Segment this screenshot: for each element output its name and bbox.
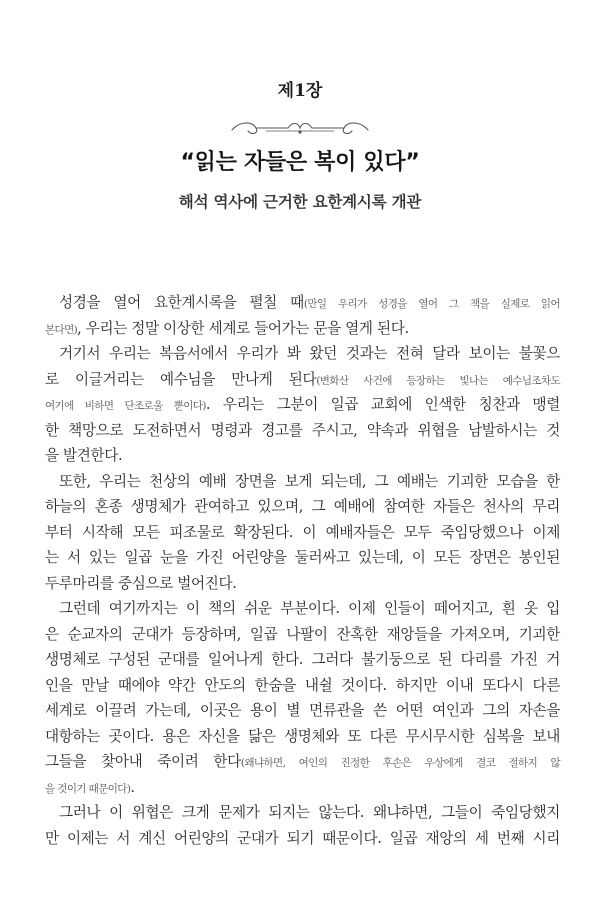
- body-text-segment: 또한, 우리는 천상의 예배 장면을 보게 되는데, 그 예배는 기괴한 모습을 한: [59, 472, 560, 490]
- body-line: [45, 392, 560, 418]
- body-line: [45, 520, 560, 546]
- body-text-segment: 거기서 우리는 복음서에서 우리가 봐 왔던 것과는 전혀 달라 보이는 불꽃으: [59, 345, 560, 362]
- body-line: [45, 571, 560, 597]
- body-text-segment: 그들을 찾아내 죽이려 한다: [45, 753, 241, 770]
- body-line: [45, 647, 560, 673]
- chapter-title: “읽는 자들은 복이 있다”: [180, 150, 420, 175]
- body-line: [45, 316, 560, 342]
- body-text-segment: 인을 만날 때에야 약간 안도의 한숨을 내쉴 것이다. 하지만 이내 또다시 다른: [45, 676, 560, 694]
- body-text-segment: 그런데 여기까지는 이 책의 쉬운 부분이다. 이제 인들이 떼어지고, 흰 옷 입: [59, 600, 560, 617]
- body-line: [45, 826, 560, 852]
- body-text-segment: 생명체로 구성된 군대를 일어나게 한다. 그러다 불기둥으로 된 다리를 가진 거: [45, 651, 560, 668]
- body-text-segment: 을 발견한다.: [45, 447, 123, 464]
- body-line: [45, 673, 560, 699]
- chapter-subtitle: 해석 역사에 근거한 요한계시록 개관: [178, 193, 422, 211]
- parenthetical-note: 여기에 비하면 단조로울 뿐이다): [45, 400, 206, 412]
- body-line: [45, 341, 560, 367]
- body-text-segment: 만 이제는 서 계신 어린양의 군대가 되기 때문이다. 일곱 재앙의 세 번째 시리: [45, 829, 560, 847]
- body-text-segment: , 우리는 정말 이상한 세계로 들어가는 문을 열게 된다.: [77, 319, 409, 337]
- body-text-segment: 세계로 이끌려 가는데, 이곳은 용이 별 면류관을 쓴 어떤 여인과 그의 자손을: [45, 702, 560, 719]
- body-text-segment: 대항하는 곳이다. 용은 자신을 닮은 생명체와 또 다른 무시무시한 심복을 보내: [45, 727, 560, 745]
- parenthetical-note: (만일 우리가 성경을 열어 그 책을 실제로 읽어: [303, 298, 560, 310]
- body-line: [45, 494, 560, 520]
- body-text-segment: 는 서 있는 일곱 눈을 가진 어린양을 둘러싸고 있는데, 이 모든 장면은 봉인된: [45, 549, 560, 566]
- parenthetical-note: 본다면): [45, 323, 78, 336]
- parenthetical-note: (변화산 사건에 등장하는 빛나는 예수님조차도: [316, 374, 561, 387]
- body-text-segment: 한 책망으로 도전하면서 명령과 경고를 주시고, 약속과 위협을 남발하시는 것: [45, 421, 560, 439]
- parenthetical-note: 을 것이기 때문이다): [45, 782, 131, 795]
- body-text-segment: 은 순교자의 군대가 등장하며, 일곱 나팔이 잔혹한 재앙들을 가져오며, 기괴한: [45, 625, 560, 643]
- parenthetical-note: (왜냐하면, 여인의 진정한 후손은 우상에게 결코 절하지 않: [240, 757, 561, 769]
- body-text-segment: 그러나 이 위협은 크게 문제가 되지는 않는다. 왜냐하면, 그들이 죽임당했지: [59, 804, 560, 821]
- body-line: [45, 698, 560, 724]
- body-line: [45, 596, 560, 622]
- body-line: [45, 443, 560, 469]
- body-text: [45, 290, 560, 851]
- body-line: [45, 469, 560, 495]
- body-line: [45, 367, 560, 393]
- body-text-segment: 부터 시작해 모든 피조물로 확장된다. 이 예배자들은 모두 죽임당했으나 이제: [45, 523, 560, 541]
- body-text-segment: 로 이글거리는 예수님을 만나게 된다: [45, 370, 317, 388]
- chapter-number: 제1장: [277, 81, 323, 101]
- body-text-segment: .: [130, 778, 135, 796]
- body-text-segment: 두루마리를 중심으로 벌어진다.: [45, 574, 237, 592]
- body-line: [45, 290, 560, 316]
- body-text-segment: . 우리는 그분이 일곱 교회에 인색한 칭찬과 맹렬: [205, 396, 560, 413]
- body-line: [45, 418, 560, 444]
- body-line: [45, 724, 560, 750]
- body-line: [45, 622, 560, 648]
- body-text-segment: 성경을 열어 요한계시록을 펼칠 때: [59, 294, 304, 311]
- body-line: [45, 749, 560, 775]
- body-line: [45, 545, 560, 571]
- body-line: [45, 800, 560, 826]
- body-text-segment: 하늘의 혼종 생명체가 관여하고 있으며, 그 예배에 참여한 자들은 천사의 무리: [45, 498, 560, 515]
- scroll-flourish-icon: [226, 118, 374, 138]
- body-line: [45, 775, 560, 801]
